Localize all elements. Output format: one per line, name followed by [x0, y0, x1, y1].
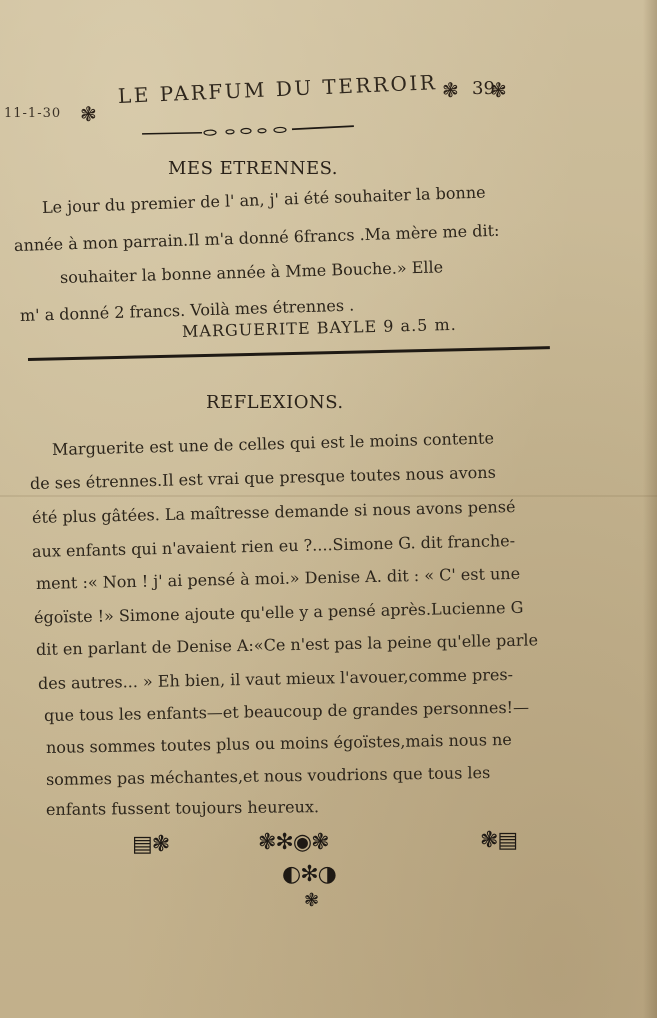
section-divider	[28, 346, 550, 361]
etrennes-title: MES ETRENNES.	[168, 158, 339, 179]
fleuron-ornament-bottom-icon: ❃	[304, 890, 319, 911]
fleuron-icon: ❃	[442, 78, 459, 102]
reflexions-line: nous sommes toutes plus ou moins égoïstes,mais nous ne	[45, 729, 512, 757]
etrennes-line: Le jour du premier de l' an, j' ai été souhaiter la bonne	[41, 182, 486, 217]
fleuron-icon: ❃	[490, 78, 507, 102]
publication-title: LE PARFUM DU TERROIR	[117, 70, 438, 108]
etrennes-line: souhaiter la bonne année à Mme Bouche.» Elle	[59, 257, 444, 287]
reflexions-line: que tous les enfants—et beaucoup de grandes personnes!—	[43, 697, 530, 725]
page-number: 39	[472, 78, 495, 99]
etrennes-line: m' a donné 2 francs. Voilà mes étrennes .	[19, 295, 355, 325]
fleuron-ornament-center-icon: ❃✻◉❃	[258, 830, 329, 855]
reflexions-line: égoïste !» Simone ajoute qu'elle y a pensé après.Lucienne G	[33, 597, 524, 627]
etrennes-signature: MARGUERITE BAYLE 9 a.5 m.	[181, 314, 457, 341]
fleuron-ornament-mid-icon: ◐✻◑	[282, 862, 336, 887]
reflexions-line: sommes pas méchantes,et nous voudrions que tous les	[45, 763, 491, 789]
reflexions-line: de ses étrennes.Il est vrai que presque toutes nous avons	[29, 462, 497, 493]
fleuron-ornament-right-icon: ❃▤	[480, 828, 518, 853]
page-header	[0, 70, 657, 126]
header-date: 11-1-30	[4, 106, 62, 121]
reflexions-line: des autres... » Eh bien, il vaut mieux l'avouer,comme pres-	[37, 664, 514, 693]
reflexions-title: REFLEXIONS.	[206, 392, 344, 413]
reflexions-line: enfants fussent toujours heureux.	[45, 797, 320, 819]
reflexions-line: été plus gâtées. La maîtresse demande si nous avons pensé	[31, 497, 516, 527]
reflexions-line: dit en parlant de Denise A:«Ce n'est pas la peine qu'elle parle	[35, 630, 539, 659]
page-fold	[0, 495, 657, 497]
page-edge-shadow	[643, 0, 657, 1018]
fleuron-ornament-left-icon: ▤❃	[132, 832, 170, 857]
fleuron-icon: ❃	[80, 102, 97, 126]
reflexions-line: Marguerite est une de celles qui est le moins contente	[51, 428, 495, 459]
header-ornament-rule	[142, 122, 354, 140]
reflexions-line: ment :« Non ! j' ai pensé à moi.» Denise A. dit : « C' est une	[35, 563, 521, 593]
reflexions-line: aux enfants qui n'avaient rien eu ?....Simone G. dit franche-	[31, 531, 516, 561]
etrennes-line: année à mon parrain.Il m'a donné 6francs .Ma mère me dit:	[13, 220, 500, 255]
